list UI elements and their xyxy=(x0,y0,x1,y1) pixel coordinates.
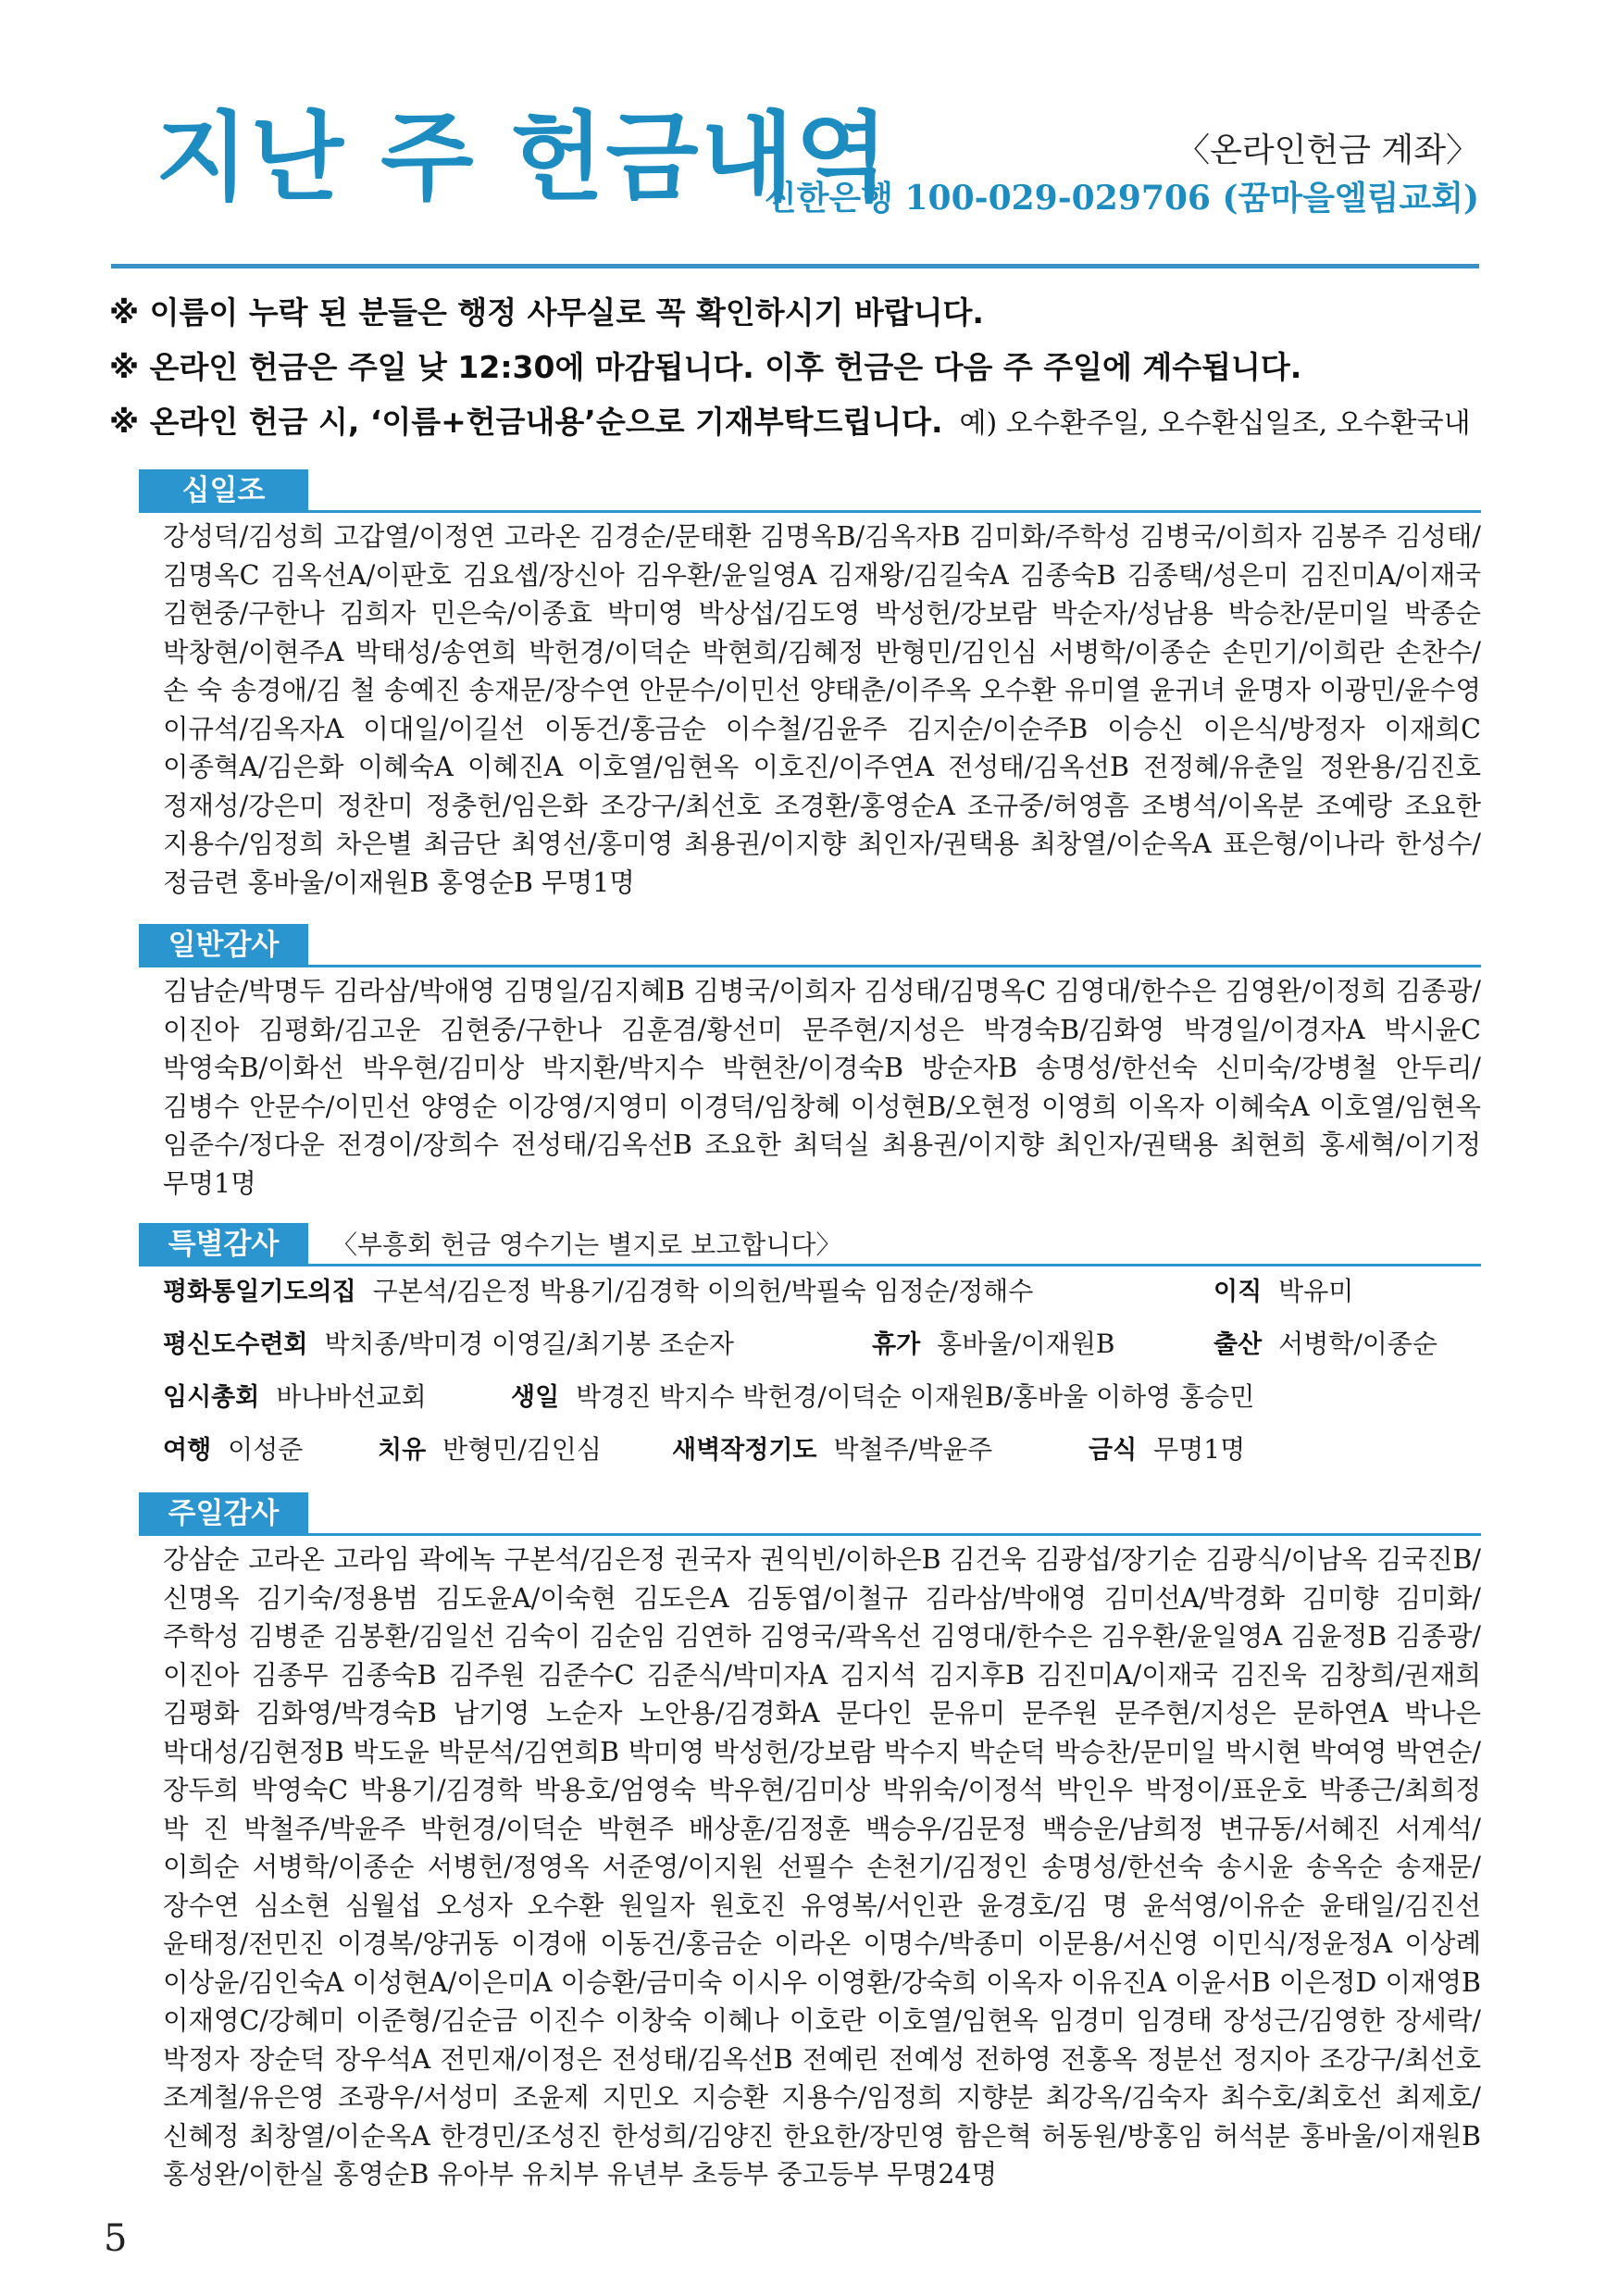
section-header xyxy=(139,469,1481,512)
special-item-names: 무명1명 xyxy=(1153,1434,1246,1465)
special-item-label: 여행 xyxy=(163,1436,212,1465)
special-item xyxy=(163,1273,1033,1311)
account-info: 신한은행 100-029-029706 (꿈마을엘림교회) xyxy=(764,179,1479,218)
special-item xyxy=(672,1431,992,1469)
special-item-names: 박경진 박지수 박헌경/이덕순 이재원B/홍바울 이하영 홍승민 xyxy=(576,1381,1255,1412)
special-item-label: 이직 xyxy=(1214,1278,1263,1306)
tithe-names: 강성덕/김성희 고갑열/이정연 고라온 김경순/문태환 김명옥B/김옥자B 김미화/주학성 김병국/이희자 김봉주 김성태/김명옥C 김옥선A/이판호 김요셉/장신아 김우환/윤일영A 김재왕/김길숙A 김종숙B 김종택/성은미 김진미A/이재국 김현중/구한나 김희자 민은숙/이종효 박미영 박상섭/김도영 박성헌/강보람 박순자/성남용 박승찬/문미일 박종순 박창현/이현주A 박태성/송연희 박헌경/이덕순 박현희/김혜정 반형민/김인심 서병학/이종순 손민기/이희란 손찬수/손 숙 송경애/김 철 송예진 송재문/장수연 안문수/이민선 양태춘/이주옥 오수환 유미열 윤귀녀 윤명자 이광민/윤수영 이규석/김옥자A 이대일/이길선 이동건/홍금순 이수철/김윤주 김지순/이순주B 이승신 이은식/방정자 이재희C 이종혁A/김은화 이혜숙A 이혜진A 이호열/임현옥 이호진/이주연A 전성태/김옥선B 전정혜/유춘일 정완용/김진호 정재성/강은미 정찬미 정충헌/임은화 조강구/최선호 조경환/홍영순A 조규중/허영흠 조병석/이옥분 조예랑 조요한 지용수/임정희 차은별 최금단 최영선/홍미영 최용권/이지향 최인자/권택용 최창열/이순옥A 표은형/이나라 한성수/정금련 홍바울/이재원B 홍영순B 무명1명 xyxy=(163,521,1481,898)
page-title: 지난 주 헌금내역 xyxy=(156,101,890,214)
special-item xyxy=(378,1431,602,1469)
section-divider xyxy=(139,510,1481,513)
tithe-section xyxy=(139,469,1481,902)
special-note: 〈부흥회 헌금 영수기는 별지로 보고합니다〉 xyxy=(331,1229,842,1260)
special-row xyxy=(163,1273,1481,1326)
special-item-names: 이성준 xyxy=(228,1434,304,1465)
special-item-label: 평화통일기도의집 xyxy=(163,1278,356,1306)
section-divider xyxy=(139,1264,1481,1267)
special-item-label: 평신도수련회 xyxy=(163,1330,308,1359)
page-number: 5 xyxy=(104,2217,128,2260)
special-row xyxy=(163,1431,1481,1484)
section-header xyxy=(139,1223,1481,1266)
special-item-names: 박철주/박윤주 xyxy=(833,1434,993,1465)
general-section xyxy=(139,924,1481,1203)
general-names: 김남순/박명두 김라삼/박애영 김명일/김지혜B 김병국/이희자 김성태/김명옥C 김영대/한수은 김영완/이정희 김종광/이진아 김평화/김고운 김현중/구한나 김훈겸/황선미 문주현/지성은 박경숙B/김화영 박경일/이경자A 박시윤C 박영숙B/이화선 박우현/김미상 박지환/박지수 박현찬/이경숙B 방순자B 송명성/한선숙 신미숙/강병철 안두리/김병수 안문수/이민선 양영순 이강영/지영미 이경덕/임창혜 이성현B/오현정 이영희 이옥자 이혜숙A 이호열/임현옥 임준수/정다운 전경이/장희수 전성태/김옥선B 조요한 최덕실 최용권/이지향 최인자/권택용 최현희 홍세혁/이기정 무명1명 xyxy=(163,976,1481,1199)
special-row xyxy=(163,1379,1481,1431)
sunday-section xyxy=(139,1492,1481,2194)
title-divider xyxy=(111,264,1479,268)
special-item-label: 새벽작정기도 xyxy=(672,1436,817,1465)
special-item xyxy=(163,1326,734,1364)
section-label-sunday: 주일감사 xyxy=(139,1492,308,1535)
special-row xyxy=(163,1326,1481,1379)
special-item-names: 홍바울/이재원B xyxy=(937,1329,1115,1359)
special-item-label: 출산 xyxy=(1214,1330,1263,1359)
section-header xyxy=(139,924,1481,967)
special-item-names: 바나바선교회 xyxy=(276,1381,427,1412)
special-item-label: 생일 xyxy=(511,1383,560,1412)
special-item-label: 임시총회 xyxy=(163,1383,260,1412)
special-item xyxy=(163,1379,427,1416)
section-divider xyxy=(139,1533,1481,1536)
notice-item: ※ 온라인 헌금은 주일 낮 12:30에 마감됩니다. 이후 헌금은 다음 주 주일에 계수됩니다. xyxy=(109,349,1302,385)
notice-example: 예) 오수환주일, 오수환십일조, 오수환국내 xyxy=(959,407,1471,440)
notice-list xyxy=(109,294,1488,458)
section-header xyxy=(139,1492,1481,1535)
section-label-general: 일반감사 xyxy=(139,924,308,967)
section-divider xyxy=(139,965,1481,967)
special-item xyxy=(1214,1273,1353,1311)
special-item-names: 구본석/김은정 박용기/김경학 이의헌/박필숙 임정순/정해수 xyxy=(372,1276,1034,1306)
special-item xyxy=(1089,1431,1245,1469)
special-item xyxy=(872,1326,1114,1364)
special-item xyxy=(1214,1326,1438,1364)
special-item xyxy=(163,1431,303,1469)
notice-text: ※ 온라인 헌금 시, ‘이름+헌금내용’순으로 기재부탁드립니다. xyxy=(109,404,943,440)
notice-item: ※ 이름이 누락 된 분들은 행정 사무실로 꼭 확인하시기 바랍니다. xyxy=(109,294,984,331)
special-item-names: 박유미 xyxy=(1278,1276,1354,1306)
section-label-special: 특별감사 xyxy=(139,1223,308,1266)
special-item xyxy=(511,1379,1254,1416)
special-item-label: 휴가 xyxy=(872,1330,921,1359)
special-section xyxy=(139,1223,1481,1484)
notice-item xyxy=(109,404,1488,458)
special-item-names: 박치종/박미경 이영길/최기봉 조순자 xyxy=(324,1329,734,1359)
special-item-label: 치유 xyxy=(378,1436,427,1465)
special-item-names: 서병학/이종순 xyxy=(1278,1329,1438,1359)
sunday-names: 강삼순 고라온 고라임 곽에녹 구본석/김은정 권국자 권익빈/이하은B 김건욱 김광섭/장기순 김광식/이남옥 김국진B/신명옥 김기숙/정용범 김도윤A/이숙현 김도은A 김동엽/이철규 김라삼/박애영 김미선A/박경화 김미향 김미화/주학성 김병준 김봉환/김일선 김숙이 김순임 김연하 김영국/곽옥선 김영대/한수은 김우환/윤일영A 김윤정B 김종광/이진아 김종무 김종숙B 김주원 김준수C 김준식/박미자A 김지석 김지후B 김진미A/이재국 김진욱 김창희/권재희 김평화 김화영/박경숙B 남기영 노순자 노안용/김경화A 문다인 문유미 문주원 문주현/지성은 문하연A 박나은 박대성/김현정B 박도윤 박문석/김연희B 박미영 박성헌/강보람 박수지 박순덕 박승찬/문미일 박시현 박여영 박연순/장두희 박영숙C 박용기/김경학 박용호/엄영숙 박우현/김미상 박위숙/이정석 박인우 박정이/표운호 박종근/최희정 박 진 박철주/박윤주 박헌경/이덕순 박현주 배상훈/김정훈 백승우/김문정 백승운/남희정 변규동/서혜진 서계석/이희순 서병학/이종순 서병헌/정영옥 서준영/이지원 선필수 손천기/김정인 송명성/한선숙 송시윤 송옥순 송재문/장수연 심소현 심월섭 오성자 오수환 원일자 원호진 유영복/서인관 윤경호/김 명 윤석영/이유순 윤태일/김진선 윤태정/전민진 이경복/양귀동 이경애 이동건/홍금순 이라온 이명수/박종미 이문용/서신영 이민식/정윤정A 이상례 이상윤/김인숙A 이성현A/이은미A 이승환/금미숙 이시우 이영환/강숙희 이옥자 이유진A 이윤서B 이은정D 이재영B 이재영C/강혜미 이준형/김순금 이진수 이창숙 이혜나 이호란 이호열/임현옥 임경미 임경태 장성근/김영한 장세락/박정자 장순덕 장우석A 전민재/이정은 전성태/김옥선B 전예린 전예성 전하영 전홍옥 정분선 정지아 조강구/최선호 조계철/유은영 조광우/서성미 조윤제 지민오 지승환 지용수/임정희 지향분 최강옥/김숙자 최수호/최호선 최제호/신혜정 최창열/이순옥A 한경민/조성진 한성희/김양진 한요한/장민영 함은혁 허동원/방홍임 허석분 홍바울/이재원B 홍성완/이한실 홍영순B 유아부 유치부 유년부 초등부 중고등부 무명24명 xyxy=(163,1544,1481,2190)
special-item-names: 반형민/김인심 xyxy=(442,1434,602,1465)
section-label-tithe: 십일조 xyxy=(139,469,308,512)
account-label: 〈온라인헌금 계좌〉 xyxy=(1176,131,1479,169)
special-item-label: 금식 xyxy=(1089,1436,1138,1465)
